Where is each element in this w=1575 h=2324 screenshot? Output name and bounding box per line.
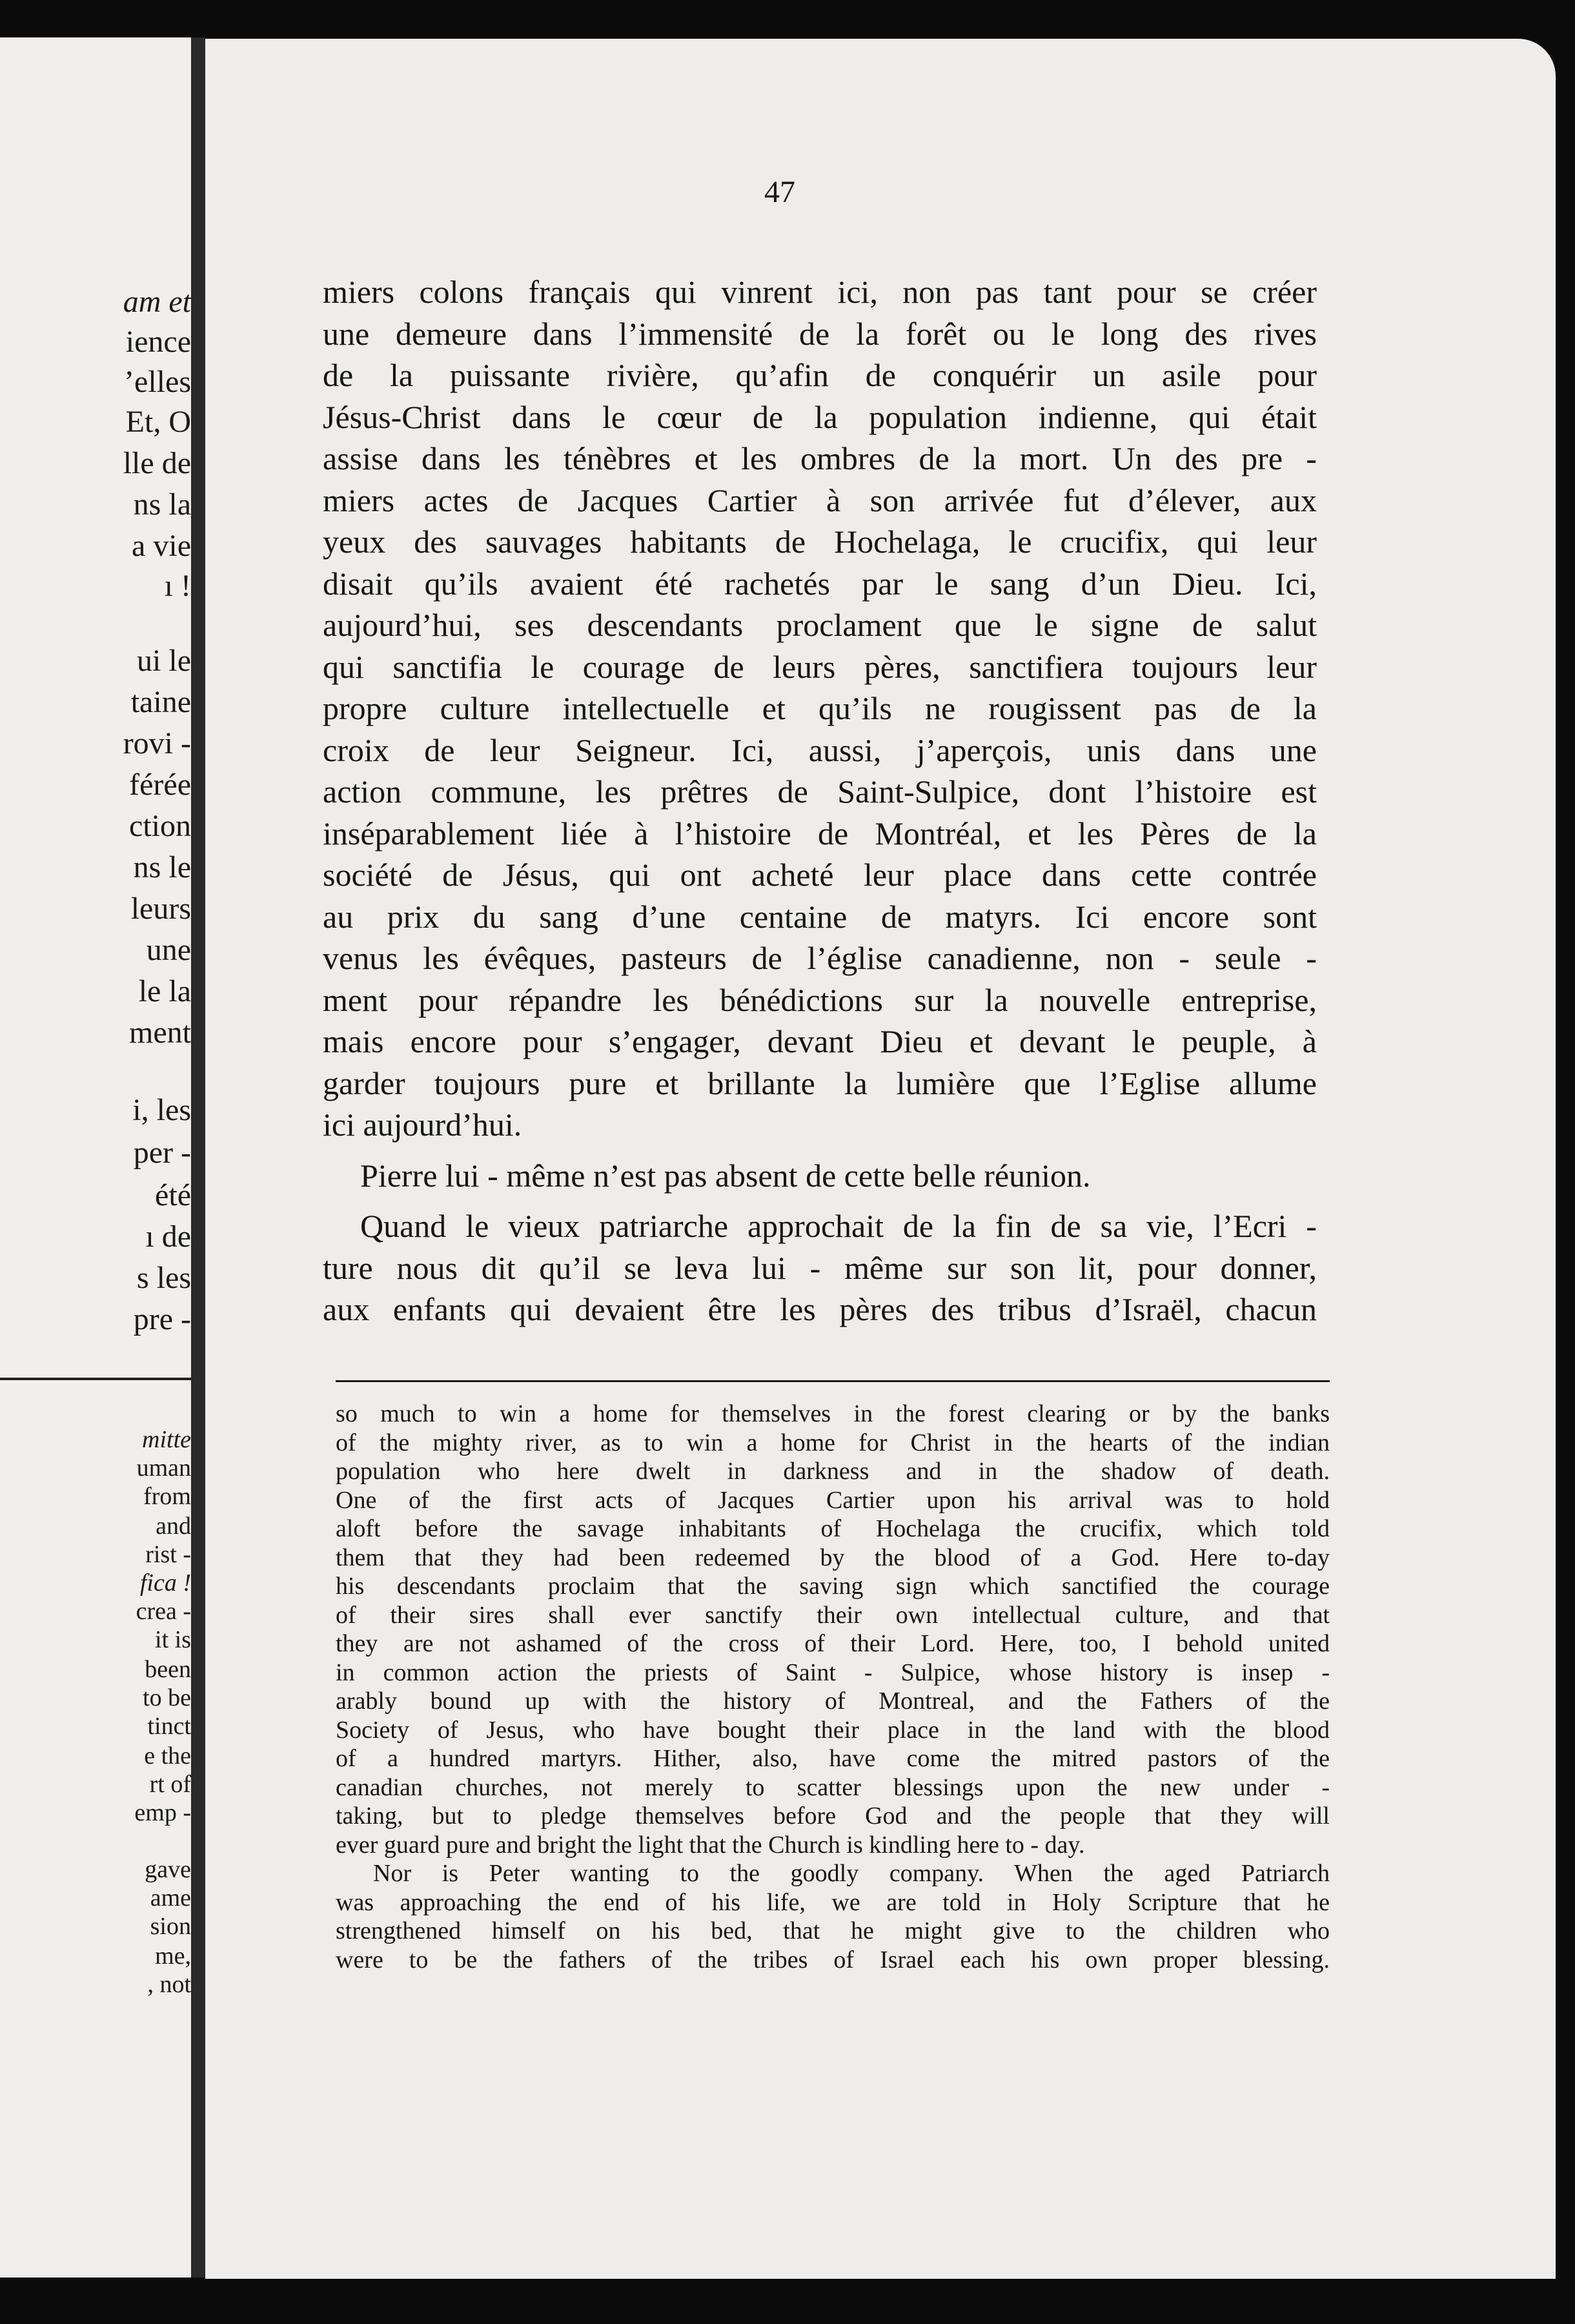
facing-page-fragment: gave	[145, 1856, 191, 1883]
facing-page-fragment: s les	[137, 1261, 191, 1295]
facing-page-fragment: ı de	[145, 1219, 191, 1254]
text-line: action commune, les prêtres de Saint-Sulpice, dont l’histoire est	[323, 773, 1317, 810]
facing-page-fragment: crea -	[136, 1598, 191, 1625]
facing-page-fragment: pre -	[133, 1302, 191, 1336]
text-line: of a hundred martyrs. Hither, also, have come the mitred pastors of the	[336, 1745, 1330, 1772]
text-line: of the mighty river, as to win a home for Christ in the hearts of the indian	[336, 1429, 1330, 1456]
paragraph	[323, 271, 1317, 1146]
text-line: propre culture intellectuelle et qu’ils ne rougissent pas de la	[323, 690, 1317, 726]
text-line: ever guard pure and bright the light that the Church is kindling here to - day.	[336, 1831, 1085, 1859]
facing-page-fragment: ’elles	[124, 365, 191, 399]
french-text-block	[323, 271, 1317, 1330]
facing-page-fragment: from	[143, 1483, 191, 1510]
facing-page-fragment: sion	[150, 1913, 191, 1940]
text-line: so much to win a home for themselves in the forest clearing or by the banks	[336, 1400, 1330, 1427]
text-line: Society of Jesus, who have bought their place in the land with the blood	[336, 1716, 1330, 1744]
facing-page-fragment: été	[155, 1178, 191, 1212]
paragraph-gap	[323, 1196, 1317, 1205]
facing-page-fragment: ns la	[133, 487, 191, 522]
text-line: miers colons français qui vinrent ici, non pas tant pour se créer	[323, 274, 1317, 310]
text-line: venus les évêques, pasteurs de l’église canadienne, non - seule -	[323, 940, 1317, 976]
text-line: inséparablement liée à l’histoire de Montréal, et les Pères de la	[323, 815, 1317, 851]
facing-page-fragment: ction	[129, 809, 191, 843]
facing-page-fragment: lle de	[123, 446, 191, 480]
text-line: population who here dwelt in darkness and in the shadow of death.	[336, 1458, 1330, 1485]
text-line: disait qu’ils avaient été rachetés par le sang d’un Dieu. Ici,	[323, 565, 1317, 602]
text-line: canadian churches, not merely to scatter blessings upon the new under -	[336, 1773, 1330, 1801]
paragraph	[323, 1205, 1317, 1330]
facing-page-fragment: ı !	[164, 569, 191, 603]
text-line: une demeure dans l’immensité de la forêt ou le long des rives	[323, 315, 1317, 352]
paragraph	[336, 1859, 1330, 1974]
text-line: aujourd’hui, ses descendants proclament que le signe de salut	[323, 607, 1317, 643]
text-line: aloft before the savage inhabitants of Hochelaga the crucifix, which told	[336, 1515, 1330, 1542]
facing-page-fragment: to be	[143, 1684, 191, 1711]
footnote-rule	[336, 1380, 1330, 1382]
text-line: in common action the priests of Saint - Sulpice, whose history is insep -	[336, 1658, 1330, 1686]
facing-page-fragment: taine	[130, 685, 191, 719]
text-line: assise dans les ténèbres et les ombres de la mort. Un des pre -	[323, 440, 1317, 476]
book-gutter	[191, 37, 205, 2278]
facing-page-fragment: am et	[123, 285, 191, 319]
text-line: they are not ashamed of the cross of their Lord. Here, too, I behold united	[336, 1630, 1330, 1657]
facing-page-fragment: une	[146, 933, 191, 967]
text-line: of their sires shall ever sanctify their own intellectual culture, and that	[336, 1601, 1330, 1629]
facing-page-fragment: uman	[136, 1454, 191, 1482]
facing-page-fragment: a vie	[132, 529, 191, 563]
text-line: Nor is Peter wanting to the goodly company. When the aged Patriarch	[373, 1860, 1330, 1887]
facing-page-fragment: i, les	[132, 1093, 191, 1127]
text-line: strengthened himself on his bed, that he might give to the children who	[336, 1917, 1330, 1944]
facing-page-fragment: ience	[125, 325, 191, 359]
facing-page-fragment: Et, O	[125, 405, 191, 439]
text-line: aux enfants qui devaient être les pères des tribus d’Israël, chacun	[323, 1291, 1317, 1327]
text-line: croix de leur Seigneur. Ici, aussi, j’aperçois, unis dans une	[323, 731, 1317, 768]
facing-page-footnote-rule	[0, 1378, 194, 1380]
text-line: was approaching the end of his life, we are told in Holy Scripture that he	[336, 1888, 1330, 1916]
facing-page-fragment: been	[145, 1656, 191, 1683]
facing-page-fragment: per -	[133, 1136, 191, 1170]
text-line: société de Jésus, qui ont acheté leur place dans cette contrée	[323, 857, 1317, 893]
facing-page-fragment: e the	[144, 1742, 191, 1769]
text-line: Pierre lui - même n’est pas absent de cette belle réunion.	[360, 1157, 1091, 1194]
facing-page-fragment: ui le	[137, 644, 191, 678]
text-line: Quand le vieux patriarche approchait de la fin de sa vie, l’Ecri -	[360, 1208, 1317, 1244]
facing-page-fragment: rt of	[149, 1771, 191, 1798]
text-line: taking, but to pledge themselves before God and the people that they will	[336, 1802, 1330, 1830]
facing-page-fragment: emp -	[134, 1799, 191, 1826]
text-line: them that they had been redeemed by the blood of a God. Here to-day	[336, 1544, 1330, 1571]
facing-page	[0, 37, 194, 2278]
facing-page-fragment: rist -	[145, 1541, 191, 1568]
text-line: ment pour répandre les bénédictions sur la nouvelle entreprise,	[323, 981, 1317, 1018]
facing-page-fragment: fica !	[139, 1569, 191, 1596]
page-number: 47	[764, 175, 795, 209]
text-line: de la puissante rivière, qu’afin de conquérir un asile pour	[323, 357, 1317, 393]
facing-page-fragment: le la	[138, 974, 191, 1008]
english-translation-block	[336, 1400, 1330, 1974]
text-line: mais encore pour s’engager, devant Dieu et devant le peuple, à	[323, 1023, 1317, 1059]
facing-page-fragment: rovi -	[123, 726, 191, 760]
text-line: yeux des sauvages habitants de Hochelaga, le crucifix, qui leur	[323, 524, 1317, 560]
text-line: qui sanctifia le courage de leurs pères, sanctifiera toujours leur	[323, 648, 1317, 685]
paragraph	[336, 1400, 1330, 1859]
facing-page-fragment: and	[156, 1513, 191, 1540]
facing-page-fragment: leurs	[130, 892, 191, 926]
facing-page-fragment: ns le	[133, 850, 191, 884]
facing-page-fragment: férée	[129, 768, 191, 802]
text-line: were to be the fathers of the tribes of Israel each his own proper blessing.	[336, 1946, 1330, 1973]
text-line: One of the first acts of Jacques Cartier upon his arrival was to hold	[336, 1486, 1330, 1514]
facing-page-fragment: it is	[155, 1626, 191, 1653]
text-line: miers actes de Jacques Cartier à son arrivée fut d’élever, aux	[323, 482, 1317, 518]
facing-page-fragment: ment	[129, 1015, 191, 1050]
text-line: garder toujours pure et brillante la lumière que l’Eglise allume	[323, 1065, 1317, 1101]
facing-page-fragment: , not	[147, 1971, 191, 1998]
text-line: au prix du sang d’une centaine de matyrs. Ici encore sont	[323, 898, 1317, 935]
facing-page-fragment: tinct	[147, 1713, 191, 1740]
paragraph-gap	[323, 1146, 1317, 1155]
facing-page-fragment: mitte	[142, 1426, 191, 1453]
facing-page-fragment: me,	[155, 1942, 191, 1970]
text-line: ici aujourd’hui.	[323, 1106, 522, 1143]
text-line: ture nous dit qu’il se leva lui - même sur son lit, pour donner,	[323, 1249, 1317, 1286]
facing-page-fragment: ame	[150, 1884, 191, 1911]
text-line: arably bound up with the history of Montreal, and the Fathers of the	[336, 1687, 1330, 1715]
text-line: Jésus-Christ dans le cœur de la population indienne, qui était	[323, 398, 1317, 435]
text-line: his descendants proclaim that the saving sign which sanctified the courage	[336, 1573, 1330, 1600]
paragraph	[323, 1155, 1317, 1197]
